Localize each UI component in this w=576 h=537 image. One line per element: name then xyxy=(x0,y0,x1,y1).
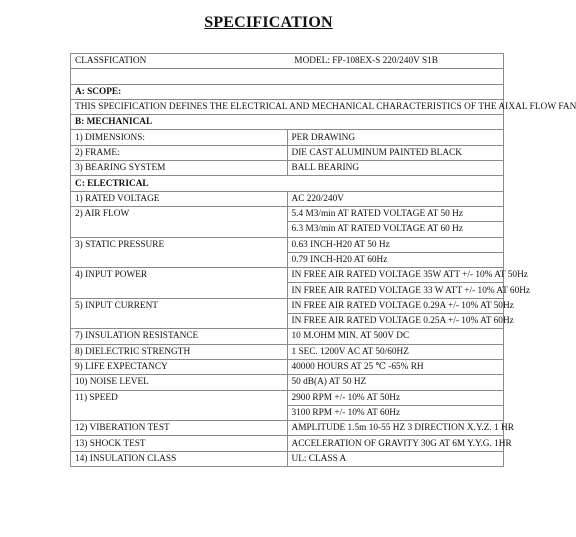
classification-cell xyxy=(71,54,504,69)
spec-label: 1) DIMENSIONS: xyxy=(71,130,288,145)
table-row xyxy=(71,191,504,206)
spec-value: 2900 RPM +/- 10% AT 50Hz xyxy=(287,390,504,405)
table-row xyxy=(71,375,504,390)
spec-label: 2) FRAME: xyxy=(71,145,288,160)
spec-value: 10 M.OHM MIN. AT 500V DC xyxy=(287,329,504,344)
spec-value: IN FREE AIR RATED VOLTAGE 33 W ATT +/- 10% AT 60Hz xyxy=(287,283,504,298)
table-row xyxy=(71,54,504,69)
spec-label: 1) RATED VOLTAGE xyxy=(71,191,288,206)
table-row xyxy=(71,161,504,176)
spec-value: AC 220/240V xyxy=(287,191,504,206)
spec-label: 10) NOISE LEVEL xyxy=(71,375,288,390)
table-row xyxy=(71,329,504,344)
spec-label: 12) VIBERATION TEST xyxy=(71,421,288,436)
table-row xyxy=(71,206,504,221)
model-number: MODEL: FP-108EX-S 220/240V S1B xyxy=(294,56,438,67)
spec-value: 3100 RPM +/- 10% AT 60Hz xyxy=(287,405,504,420)
classification-label: CLASSFICATION xyxy=(75,56,147,67)
spec-value: AMPLITUDE 1.5m 10-55 HZ 3 DIRECTION X.Y.Z. 1 HR xyxy=(287,421,504,436)
spec-value: IN FREE AIR RATED VOLTAGE 0.29A +/- 10% AT 50Hz xyxy=(287,298,504,313)
table-row xyxy=(71,298,504,313)
section-heading-mechanical: B: MECHANICAL xyxy=(71,115,504,130)
table-row xyxy=(71,421,504,436)
table-row xyxy=(71,145,504,160)
spec-value: IN FREE AIR RATED VOLTAGE 0.25A +/- 10% AT 60Hz xyxy=(287,314,504,329)
section-heading-electrical: C: ELECTRICAL xyxy=(71,176,504,191)
empty-cell xyxy=(71,69,504,84)
table-row xyxy=(71,130,504,145)
spec-label: 7) INSULATION RESISTANCE xyxy=(71,329,288,344)
spec-label: 3) STATIC PRESSURE xyxy=(71,237,288,268)
table-row xyxy=(71,390,504,405)
spec-label: 8) DIELECTRIC STRENGTH xyxy=(71,344,288,359)
spec-value: 0.63 INCH-H20 AT 50 Hz xyxy=(287,237,504,252)
page-title: SPECIFICATION xyxy=(204,14,333,31)
spec-value: DIE CAST ALUMINUM PAINTED BLACK xyxy=(287,145,504,160)
spec-label: 5) INPUT CURRENT xyxy=(71,298,288,329)
spec-value: 1 SEC. 1200V AC AT 50/60HZ xyxy=(287,344,504,359)
section-heading-scope: A: SCOPE: xyxy=(71,84,504,99)
spec-value: UL: CLASS A xyxy=(287,451,504,466)
table-row-spacer xyxy=(71,69,504,84)
spec-label: 4) INPUT POWER xyxy=(71,268,288,299)
spec-value: 5.4 M3/min AT RATED VOLTAGE AT 50 Hz xyxy=(287,206,504,221)
spec-label: 9) LIFE EXPECTANCY xyxy=(71,359,288,374)
table-row xyxy=(71,344,504,359)
table-row xyxy=(71,176,504,191)
spec-table xyxy=(70,53,576,467)
table-row xyxy=(71,436,504,451)
table-row xyxy=(71,99,504,114)
spec-label: 13) SHOCK TEST xyxy=(71,436,288,451)
spec-label: 2) AIR FLOW xyxy=(71,206,288,237)
spec-label: 14) INSULATION CLASS xyxy=(71,451,288,466)
spec-value: ACCELERATION OF GRAVITY 30G AT 6M Y.Y.G. 1HR xyxy=(287,436,504,451)
table-row xyxy=(71,451,504,466)
spec-value: IN FREE AIR RATED VOLTAGE 35W ATT +/- 10% AT 50Hz xyxy=(287,268,504,283)
spec-value: 0.79 INCH-H20 AT 60Hz xyxy=(287,252,504,267)
table-row xyxy=(71,84,504,99)
spec-value: 40000 HOURS AT 25 ℃ -65% RH xyxy=(287,359,504,374)
spec-value: BALL BEARING xyxy=(287,161,504,176)
spec-value: 50 dB(A) AT 50 HZ xyxy=(287,375,504,390)
table-row xyxy=(71,115,504,130)
spec-value: PER DRAWING xyxy=(287,130,504,145)
table-row xyxy=(71,359,504,374)
spec-label: 11) SPEED xyxy=(71,390,288,421)
table-row xyxy=(71,237,504,252)
spec-label: 3) BEARING SYSTEM xyxy=(71,161,288,176)
spec-value: 6.3 M3/min AT RATED VOLTAGE AT 60 Hz xyxy=(287,222,504,237)
scope-text: THIS SPECIFICATION DEFINES THE ELECTRICAL AND MECHANICAL CHARACTERISTICS OF THE AIXAL FLOW FAN xyxy=(71,99,504,114)
table-row xyxy=(71,268,504,283)
